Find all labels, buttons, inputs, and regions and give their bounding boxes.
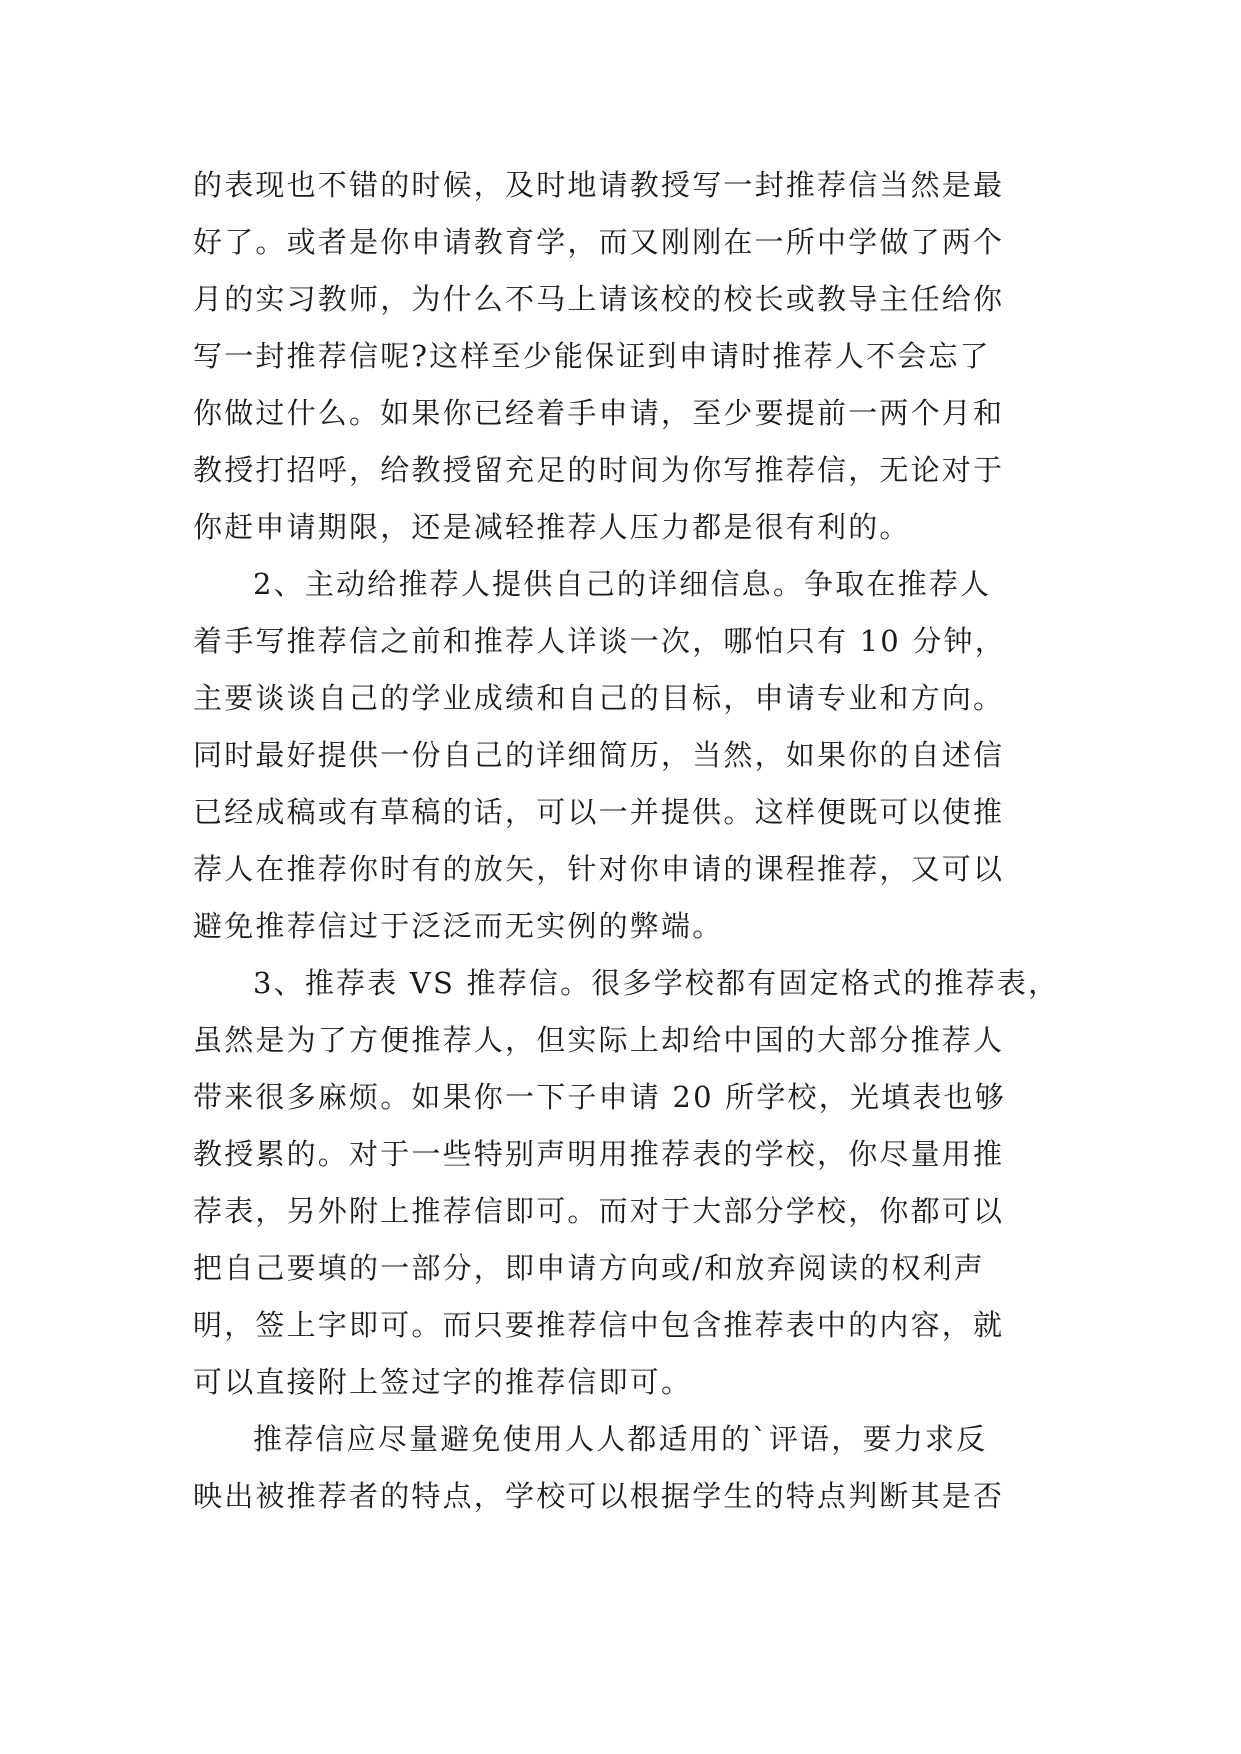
text-line: 同时最好提供一份自己的详细简历，当然，如果你的自述信 (193, 738, 1005, 772)
text-line: 好了。或者是你申请教育学，而又刚刚在一所中学做了两个 (193, 225, 1005, 259)
text-line: 3、推荐表 VS 推荐信。很多学校都有固定格式的推荐表， (253, 966, 1060, 1000)
text-line: 月的实习教师，为什么不马上请该校的校长或教导主任给你 (193, 282, 1005, 316)
text-line: 教授打招呼，给教授留充足的时间为你写推荐信，无论对于 (193, 453, 1005, 487)
text-line: 把自己要填的一部分，即申请方向或/和放弃阅读的权利声 (193, 1251, 985, 1285)
text-line: 你做过什么。如果你已经着手申请，至少要提前一两个月和 (193, 396, 1005, 430)
text-line: 带来很多麻烦。如果你一下子申请 20 所学校，光填表也够 (193, 1080, 1006, 1114)
text-line: 主要谈谈自己的学业成绩和自己的目标，申请专业和方向。 (193, 681, 1005, 715)
text-line: 虽然是为了方便推荐人，但实际上却给中国的大部分推荐人 (193, 1023, 1005, 1057)
text-line: 的表现也不错的时候，及时地请教授写一封推荐信当然是最 (193, 168, 1005, 202)
text-line: 2、主动给推荐人提供自己的详细信息。争取在推荐人 (253, 567, 992, 601)
text-line: 你赶申请期限，还是减轻推荐人压力都是很有利的。 (193, 510, 911, 544)
body-text (193, 157, 1073, 1525)
text-line: 荐人在推荐你时有的放矢，针对你申请的课程推荐，又可以 (193, 852, 1005, 886)
text-line: 推荐信应尽量避免使用人人都适用的`评语，要力求反 (253, 1422, 988, 1456)
text-line: 教授累的。对于一些特别声明用推荐表的学校，你尽量用推 (193, 1137, 1005, 1171)
text-line: 荐表，另外附上推荐信即可。而对于大部分学校，你都可以 (193, 1194, 1005, 1228)
text-line: 可以直接附上签过字的推荐信即可。 (193, 1365, 693, 1399)
text-line: 写一封推荐信呢?这样至少能保证到申请时推荐人不会忘了 (193, 339, 991, 373)
text-line: 已经成稿或有草稿的话，可以一并提供。这样便既可以使推 (193, 795, 1005, 829)
text-line: 着手写推荐信之前和推荐人详谈一次，哪怕只有 10 分钟， (193, 624, 1006, 658)
text-line: 明，签上字即可。而只要推荐信中包含推荐表中的内容，就 (193, 1308, 1005, 1342)
text-line: 映出被推荐者的特点，学校可以根据学生的特点判断其是否 (193, 1479, 1005, 1513)
text-line: 避免推荐信过于泛泛而无实例的弊端。 (193, 909, 724, 943)
